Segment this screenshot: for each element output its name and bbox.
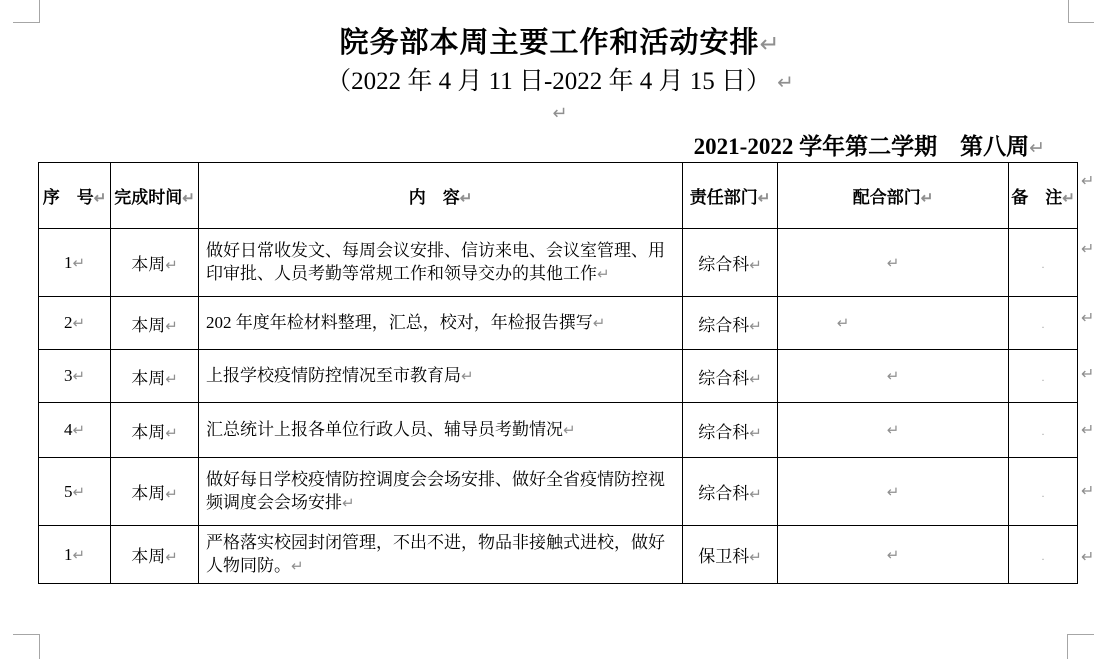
cell-responsible-dept: 综合科↵ — [683, 229, 778, 297]
cell-cooperating-dept — [778, 526, 1009, 584]
cell-content: 汇总统计上报各单位行政人员、辅导员考勤情况↵ — [199, 403, 683, 458]
paragraph-mark-icon: ↵ — [597, 266, 610, 283]
paragraph-mark-icon: ↵ — [461, 368, 474, 385]
paragraph-mark-icon: ↵ — [72, 316, 86, 332]
cell-content: 严格落实校园封闭管理，不出不进，物品非接触式进校，做好人物同防。↵ — [199, 526, 683, 584]
cell-remarks — [1009, 297, 1078, 350]
semester-week-line — [0, 128, 1045, 161]
row-end-paragraph-mark-icon: ↵ — [1081, 241, 1095, 258]
cell-cooperating-dept — [778, 403, 1009, 458]
row-end-paragraph-mark-icon: ↵ — [1081, 483, 1095, 500]
paragraph-mark-icon: ↵ — [165, 550, 178, 566]
paragraph-mark-icon: ↵ — [459, 191, 473, 207]
paragraph-mark-icon: ↵ — [749, 425, 762, 442]
cell-no: 4↵ — [39, 403, 111, 458]
margin-crop-mark-bottom-left — [13, 634, 40, 659]
table-row — [39, 297, 1078, 350]
cell-content: 做好每日学校疫情防控调度会会场安排、做好全省疫情防控视频调度会会场安排↵ — [199, 458, 683, 526]
paragraph-mark-icon: ↵ — [920, 191, 934, 207]
cell-content: 202 年度年检材料整理，汇总，校对，年检报告撰写↵ — [199, 297, 683, 350]
paragraph-mark-icon: ↵ — [757, 191, 771, 207]
cell-finish-time: 本周↵ — [111, 403, 199, 458]
cell-cooperating-dept — [778, 229, 1009, 297]
paragraph-mark-icon: ↵ — [886, 255, 900, 272]
paragraph-mark-icon: ↵ — [93, 191, 107, 207]
cell-finish-time: 本周↵ — [111, 350, 199, 403]
table-row — [39, 458, 1078, 526]
row-end-paragraph-mark-icon: ↵ — [1081, 422, 1095, 439]
paragraph-mark-icon: ↵ — [165, 425, 178, 442]
cell-finish-time: 本周↵ — [111, 229, 199, 297]
header-finish-time: 完成时间↵ — [111, 163, 199, 229]
paragraph-mark-icon: ↵ — [749, 318, 762, 335]
paragraph-mark-icon: ↵ — [1029, 138, 1045, 159]
paragraph-mark-icon: ↵ — [552, 103, 568, 123]
row-end-paragraph-mark-icon: ↵ — [1081, 366, 1095, 383]
header-remarks: 备 注↵ — [1009, 163, 1078, 229]
paragraph-mark-icon: ↵ — [342, 495, 355, 512]
paragraph-mark-icon: ↵ — [749, 487, 762, 503]
remark-dot: . — [1041, 370, 1045, 384]
cell-content: 上报学校疫情防控情况至市教育局↵ — [199, 350, 683, 403]
paragraph-mark-icon: ↵ — [749, 550, 762, 566]
paragraph-mark-icon: ↵ — [749, 258, 762, 274]
cell-no: 2↵ — [39, 297, 111, 350]
remark-dot: . — [1041, 256, 1045, 271]
paragraph-mark-icon: ↵ — [291, 558, 304, 575]
cell-cooperating-dept — [778, 297, 1009, 350]
paragraph-mark-icon: ↵ — [749, 371, 762, 388]
cell-finish-time: 本周↵ — [111, 458, 199, 526]
paragraph-mark-icon: ↵ — [72, 255, 86, 272]
header-cooperating-dept: 配合部门↵ — [778, 163, 1009, 229]
work-schedule-table — [38, 162, 1078, 584]
paragraph-mark-icon: ↵ — [72, 484, 86, 501]
paragraph-mark-icon: ↵ — [563, 422, 576, 439]
cell-no: 1↵ — [39, 526, 111, 584]
paragraph-mark-icon: ↵ — [72, 423, 86, 439]
cell-content: 做好日常收发文、每周会议安排、信访来电、会议室管理、用印审批、人员考勤等常规工作和领导交办的其他工作↵ — [199, 229, 683, 297]
date-range-subtitle — [0, 61, 1120, 97]
paragraph-mark-icon: ↵ — [165, 371, 178, 388]
cell-no: 5↵ — [39, 458, 111, 526]
paragraph-mark-icon: ↵ — [72, 369, 86, 385]
paragraph-mark-icon: ↵ — [759, 32, 781, 58]
row-end-paragraph-mark-icon: ↵ — [1081, 173, 1095, 190]
semester-week-text: 2021-2022 学年第二学期 第八周 — [693, 134, 1030, 159]
cell-remarks — [1009, 350, 1078, 403]
paragraph-mark-icon: ↵ — [777, 72, 794, 94]
table-row — [39, 526, 1078, 584]
remark-dot: . — [1041, 424, 1045, 438]
date-range-text: （2022 年 4 月 11 日-2022 年 4 月 15 日） — [326, 68, 772, 95]
paragraph-mark-icon: ↵ — [165, 318, 178, 335]
paragraph-mark-icon: ↵ — [1062, 191, 1075, 207]
paragraph-mark-icon: ↵ — [886, 369, 900, 385]
cell-responsible-dept: 综合科↵ — [683, 350, 778, 403]
cell-no: 3↵ — [39, 350, 111, 403]
paragraph-mark-icon: ↵ — [592, 315, 606, 332]
cell-responsible-dept: 综合科↵ — [683, 297, 778, 350]
row-end-paragraph-mark-icon: ↵ — [1081, 549, 1095, 566]
margin-crop-mark-bottom-right — [1067, 634, 1094, 659]
paragraph-mark-icon: ↵ — [886, 547, 900, 564]
table-row — [39, 403, 1078, 458]
header-content: 内 容↵ — [199, 163, 683, 229]
cell-remarks — [1009, 458, 1078, 526]
page-title-text: 院务部本周主要工作和活动安排 — [339, 27, 760, 59]
empty-paragraph — [0, 103, 1120, 124]
paragraph-mark-icon: ↵ — [836, 316, 850, 332]
paragraph-mark-icon: ↵ — [72, 547, 86, 564]
remark-dot: . — [1041, 485, 1045, 500]
remark-dot: . — [1041, 548, 1045, 563]
cell-remarks — [1009, 403, 1078, 458]
header-no: 序 号↵ — [39, 163, 111, 229]
cell-cooperating-dept — [778, 350, 1009, 403]
cell-remarks — [1009, 229, 1078, 297]
paragraph-mark-icon: ↵ — [886, 423, 900, 439]
paragraph-mark-icon: ↵ — [165, 487, 178, 503]
cell-responsible-dept: 综合科↵ — [683, 458, 778, 526]
remark-dot: . — [1041, 317, 1045, 331]
cell-remarks — [1009, 526, 1078, 584]
paragraph-mark-icon: ↵ — [886, 484, 900, 501]
cell-cooperating-dept — [778, 458, 1009, 526]
table-header-row — [39, 163, 1078, 229]
table-row — [39, 350, 1078, 403]
row-end-paragraph-mark-icon: ↵ — [1081, 310, 1095, 327]
table-row — [39, 229, 1078, 297]
cell-finish-time: 本周↵ — [111, 526, 199, 584]
paragraph-mark-icon: ↵ — [165, 258, 178, 274]
cell-no: 1↵ — [39, 229, 111, 297]
cell-finish-time: 本周↵ — [111, 297, 199, 350]
header-responsible-dept: 责任部门↵ — [683, 163, 778, 229]
cell-responsible-dept: 保卫科↵ — [683, 526, 778, 584]
paragraph-mark-icon: ↵ — [182, 191, 195, 207]
cell-responsible-dept: 综合科↵ — [683, 403, 778, 458]
page-title — [0, 20, 1120, 61]
